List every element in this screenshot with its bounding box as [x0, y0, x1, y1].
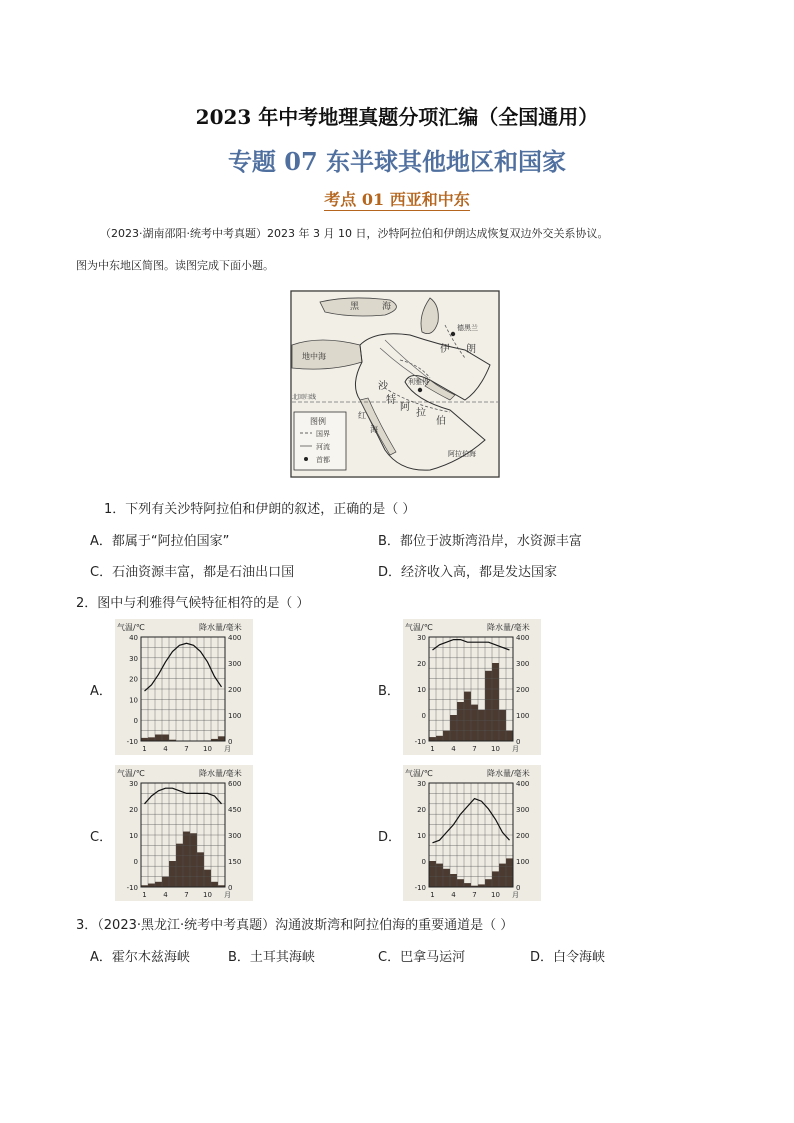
- q3-option-b[interactable]: B．土耳其海峡: [228, 950, 315, 965]
- precip-tick-label: 0: [228, 884, 233, 892]
- map-label-saudi-5: 伯: [436, 416, 446, 427]
- temp-tick-label: 20: [129, 675, 138, 684]
- precip-tick-label: 300: [516, 806, 530, 814]
- precip-tick-label: 200: [516, 832, 530, 840]
- precip-bar: [155, 735, 162, 742]
- month-label: 1: [142, 891, 147, 899]
- climate-chart-b-svg: [403, 619, 541, 755]
- precip-bar: [148, 737, 155, 741]
- precip-tick-label: 400: [516, 780, 530, 788]
- precip-tick-label: 450: [228, 806, 242, 814]
- chart-title-precip: 降水量/毫米: [199, 623, 242, 632]
- map-label-black-2: 海: [382, 302, 392, 312]
- document-title: 2023 年中考地理真题分项汇编（全国通用）: [195, 105, 599, 129]
- precip-bar: [464, 692, 471, 741]
- q3-option-a[interactable]: A．霍尔木兹海峡: [90, 950, 190, 965]
- precip-tick-label: 0: [516, 884, 521, 892]
- climate-chart-a[interactable]: [115, 619, 253, 755]
- topic-title: [0, 142, 794, 177]
- month-label: 1: [430, 745, 435, 753]
- precip-bar: [450, 715, 457, 741]
- precip-tick-label: 150: [228, 858, 242, 866]
- precip-bar: [211, 882, 218, 887]
- tehran-marker: [451, 332, 455, 336]
- precip-bar: [506, 731, 513, 741]
- temp-tick-label: 40: [129, 634, 138, 642]
- chart-title-temp: 气温/℃: [117, 769, 145, 778]
- temp-tick-label: 0: [421, 712, 426, 720]
- map-label-tropic: 北回归线: [292, 394, 317, 401]
- q2-option-c-label[interactable]: C．: [90, 830, 113, 845]
- temp-tick-label: 30: [417, 780, 426, 788]
- precip-bar: [169, 861, 176, 887]
- legend-capital: 首都: [316, 456, 330, 464]
- temp-tick-label: 0: [133, 858, 138, 866]
- month-label: 4: [451, 891, 456, 899]
- precip-tick-label: 100: [516, 712, 530, 720]
- precip-tick-label: 300: [228, 832, 242, 840]
- month-label: 4: [163, 891, 168, 899]
- precip-bar: [464, 883, 471, 887]
- month-label: 月: [512, 891, 519, 899]
- map-label-mediterranean: 地中海: [302, 352, 326, 361]
- precip-tick-label: 400: [516, 634, 530, 642]
- month-label: 月: [224, 745, 231, 753]
- q2-option-b-label[interactable]: B．: [378, 684, 400, 699]
- map-label-iran-1: 伊: [440, 344, 450, 355]
- map-label-riyadh: 利雅得: [408, 378, 429, 386]
- riyadh-marker: [418, 388, 422, 392]
- precip-bar: [155, 882, 162, 887]
- middle-east-map: [290, 290, 500, 478]
- map-label-red-2: 海: [370, 425, 378, 434]
- q1-option-b[interactable]: B．都位于波斯湾沿岸，水资源丰富: [378, 534, 582, 549]
- precip-bar: [457, 879, 464, 887]
- climate-chart-c-svg: [115, 765, 253, 901]
- map-label-iran-2: 朗: [466, 344, 476, 355]
- temp-tick-label: 20: [129, 806, 138, 814]
- climate-chart-c[interactable]: [115, 765, 253, 901]
- precip-tick-label: 100: [516, 858, 530, 866]
- climate-chart-a-svg: [115, 619, 253, 755]
- precip-bar: [457, 702, 464, 741]
- precip-tick-label: 0: [228, 738, 233, 746]
- temp-tick-label: 20: [417, 660, 426, 668]
- precip-bar: [148, 884, 155, 887]
- map-label-saudi-1: 沙: [378, 381, 388, 392]
- precip-tick-label: 400: [228, 634, 242, 642]
- temp-tick-label: 10: [417, 832, 426, 840]
- temp-tick-label: -10: [414, 738, 426, 746]
- temp-tick-label: 10: [129, 832, 138, 840]
- precip-tick-label: 600: [228, 780, 242, 788]
- precip-bar: [471, 705, 478, 741]
- temp-tick-label: 20: [417, 806, 426, 814]
- map-label-saudi-2: 特: [386, 395, 396, 406]
- precip-bar: [190, 833, 197, 887]
- temp-tick-label: 0: [421, 858, 426, 866]
- month-label: 10: [491, 745, 500, 753]
- legend-river: 河流: [316, 443, 330, 451]
- precip-bar: [443, 731, 450, 741]
- precip-bar: [183, 832, 190, 887]
- precip-bar: [506, 858, 513, 887]
- map-label-saudi-4: 拉: [416, 408, 426, 419]
- month-label: 7: [472, 891, 477, 899]
- temp-tick-label: 30: [129, 780, 138, 788]
- chart-title-precip: 降水量/毫米: [199, 769, 242, 778]
- precip-bar: [176, 844, 183, 887]
- precip-tick-label: 100: [228, 712, 242, 720]
- month-label: 1: [430, 891, 435, 899]
- precip-bar: [436, 864, 443, 887]
- q1-option-d[interactable]: D．经济收入高，都是发达国家: [378, 565, 558, 580]
- exam-point-title: [0, 187, 794, 210]
- precip-bar: [218, 736, 225, 741]
- legend-border: 国界: [316, 430, 330, 438]
- precip-bar: [478, 710, 485, 741]
- temp-tick-label: -10: [126, 738, 138, 746]
- month-label: 7: [184, 891, 189, 899]
- temp-tick-label: -10: [414, 884, 426, 892]
- precip-tick-label: 200: [516, 686, 530, 694]
- month-label: 1: [142, 745, 147, 753]
- chart-title-temp: 气温/℃: [117, 623, 145, 632]
- chart-title-temp: 气温/℃: [405, 623, 433, 632]
- month-label: 7: [472, 745, 477, 753]
- month-label: 月: [512, 745, 519, 753]
- precip-bar: [162, 877, 169, 887]
- temp-tick-label: -10: [126, 884, 138, 892]
- climate-chart-d[interactable]: [403, 765, 541, 901]
- map-label-tehran: 德黑兰: [457, 324, 478, 332]
- month-label: 10: [203, 745, 212, 753]
- precip-bar: [492, 663, 499, 741]
- precip-bar: [197, 852, 204, 887]
- temp-tick-label: 10: [129, 696, 138, 705]
- month-label: 10: [491, 891, 500, 899]
- map-label-black-1: 黑: [350, 302, 360, 312]
- q2-option-a-label[interactable]: A．: [90, 684, 112, 699]
- precip-tick-label: 200: [228, 686, 242, 694]
- climate-chart-b[interactable]: [403, 619, 541, 755]
- precip-bar: [443, 869, 450, 887]
- exam-point-text: 考点 01 西亚和中东: [324, 190, 470, 209]
- precip-bar: [450, 874, 457, 887]
- q2-option-d-label[interactable]: D．: [378, 830, 402, 845]
- q1-stem: 1．下列有关沙特阿拉伯和伊朗的叙述，正确的是（ ）: [104, 502, 416, 517]
- precip-bar: [429, 861, 436, 887]
- month-label: 月: [224, 891, 231, 899]
- month-label: 4: [163, 745, 168, 753]
- precip-tick-label: 300: [228, 660, 242, 668]
- temp-tick-label: 0: [133, 717, 138, 726]
- q1-option-a[interactable]: A．都属于“阿拉伯国家”: [90, 534, 230, 549]
- map-label-red-1: 红: [358, 411, 366, 420]
- map-label-arabian-sea: 阿拉伯海: [448, 450, 476, 458]
- q3-stem: 3．（2023·黑龙江·统考中考真题）沟通波斯湾和阿拉伯海的重要通道是（ ）: [76, 918, 514, 933]
- intro-line-2: 图为中东地区简图。读图完成下面小题。: [76, 259, 274, 272]
- month-label: 10: [203, 891, 212, 899]
- precip-tick-label: 0: [516, 738, 521, 746]
- precip-bar: [204, 870, 211, 887]
- intro-line-1: （2023·湖南邵阳·统考中考真题）2023 年 3 月 10 日，沙特阿拉伯和伊朗达成恢复双边外交关系协议。: [100, 227, 609, 240]
- temp-tick-label: 10: [417, 686, 426, 694]
- precip-bar: [485, 879, 492, 887]
- q3-option-d[interactable]: D．白令海峡: [530, 950, 606, 965]
- q2-stem: 2．图中与利雅得气候特征相符的是（ ）: [76, 596, 310, 611]
- month-label: 7: [184, 745, 189, 753]
- precip-bar: [162, 735, 169, 742]
- month-label: 4: [451, 745, 456, 753]
- precip-bar: [499, 864, 506, 887]
- climate-chart-d-svg: [403, 765, 541, 901]
- topic-title-text: 专题 07 东半球其他地区和国家: [227, 147, 567, 176]
- temp-tick-label: 30: [417, 634, 426, 642]
- q3-option-c[interactable]: C．巴拿马运河: [378, 950, 466, 965]
- temp-tick-label: 30: [129, 654, 138, 663]
- legend-title: 图例: [310, 417, 326, 426]
- precip-bar: [492, 871, 499, 887]
- precip-bar: [429, 737, 436, 741]
- map-label-saudi-3: 阿: [400, 402, 410, 413]
- q1-option-c[interactable]: C．石油资源丰富，都是石油出口国: [90, 565, 295, 580]
- chart-title-precip: 降水量/毫米: [487, 769, 530, 778]
- map-svg: [290, 290, 500, 478]
- precip-bar: [436, 736, 443, 741]
- chart-title-precip: 降水量/毫米: [487, 623, 530, 632]
- precip-tick-label: 300: [516, 660, 530, 668]
- precip-bar: [499, 710, 506, 741]
- chart-title-temp: 气温/℃: [405, 769, 433, 778]
